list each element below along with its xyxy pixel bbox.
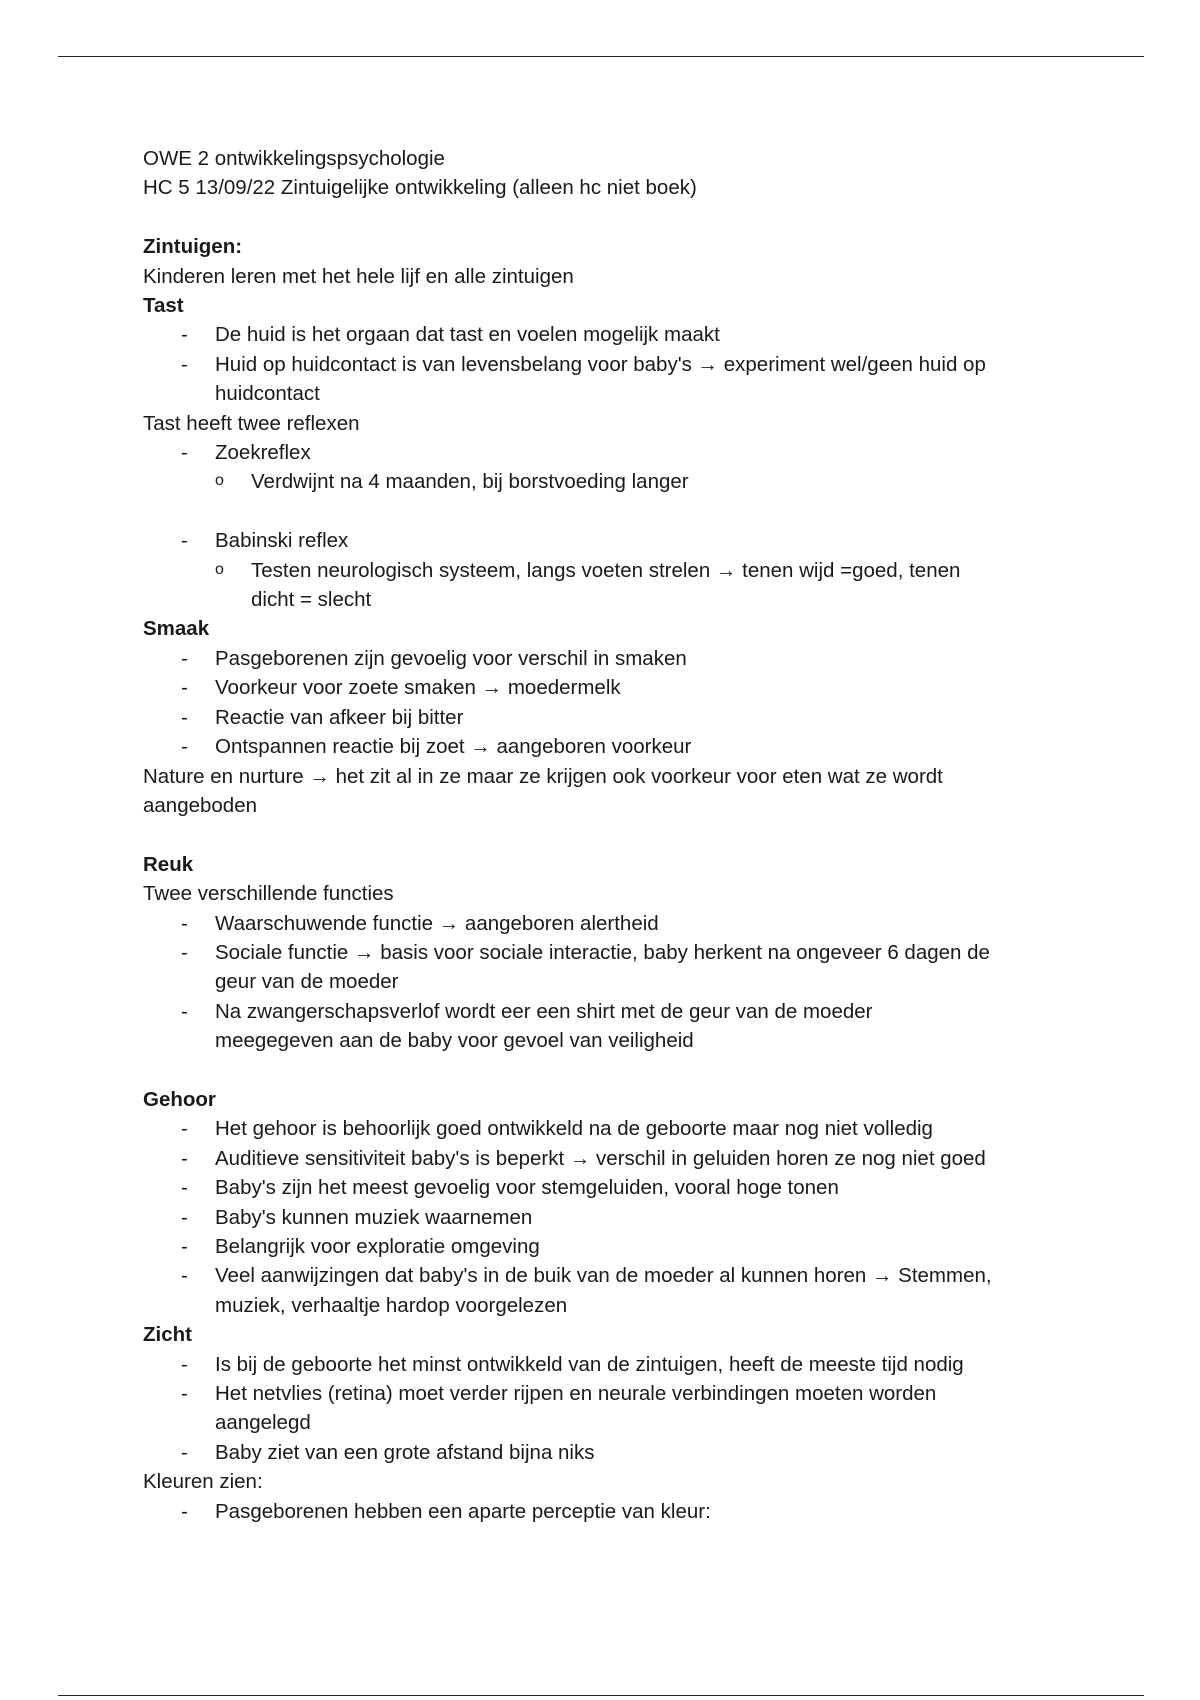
list-item [143, 350, 1073, 409]
list-item-text: - Is bij de geboorte het minst ontwikkeld van de zintuigen, heeft de meeste tijd nodig [215, 1352, 964, 1376]
list-item [143, 1350, 1073, 1379]
sub-list [215, 467, 1073, 496]
list-item [143, 1438, 1073, 1467]
list-item [143, 1232, 1073, 1261]
list-item [143, 1114, 1073, 1143]
header-rule [58, 56, 1144, 57]
list-item [143, 1261, 1073, 1320]
list-item-text-cont: geur van de moeder [215, 970, 399, 994]
list-item [143, 732, 1073, 761]
list-item [143, 644, 1073, 673]
smaak-list [143, 644, 1073, 762]
list-item-text: - De huid is het orgaan dat tast en voelen mogelijk maakt [215, 323, 720, 347]
list-item [143, 997, 1073, 1056]
tast-list [143, 320, 1073, 408]
list-item-text: - Auditieve sensitiviteit baby's is beperkt → verschil in geluiden horen ze nog niet goed [215, 1146, 986, 1170]
list-item-text: - Reactie van afkeer bij bitter [215, 705, 464, 729]
gehoor-list [143, 1114, 1073, 1320]
list-item [143, 703, 1073, 732]
reflex-list-2 [143, 526, 1073, 614]
list-item-text-cont: muziek, verhaaltje hardop voorgelezen [215, 1293, 568, 1317]
tast-reflex-intro: Tast heeft twee reflexen [143, 411, 360, 435]
smaak-nature-cont: aangeboden [143, 793, 258, 817]
list-item-text-cont: huidcontact [215, 382, 320, 406]
heading-reuk: Reuk [143, 852, 194, 876]
list-item [143, 1379, 1073, 1438]
list-item [143, 320, 1073, 349]
list-item [143, 526, 1073, 614]
list-item [143, 673, 1073, 702]
list-item-text: - Ontspannen reactie bij zoet → aangeboren voorkeur [215, 735, 692, 759]
spacer [143, 820, 1073, 849]
sub-list-item [215, 467, 1073, 496]
heading-zintuigen: Zintuigen: [143, 235, 243, 259]
list-item [143, 909, 1073, 938]
reuk-intro: Twee verschillende functies [143, 882, 394, 906]
heading-zicht: Zicht [143, 1323, 192, 1347]
sub-list-item-text: o Verdwijnt na 4 maanden, bij borstvoeding langer [251, 470, 689, 494]
list-item [143, 1497, 1073, 1526]
list-item [143, 1203, 1073, 1232]
list-item-text: - Huid op huidcontact is van levensbelang voor baby's → experiment wel/geen huid op [215, 352, 986, 376]
list-item [143, 938, 1073, 997]
footer-rule [58, 1695, 1144, 1696]
list-item-text: - Het gehoor is behoorlijk goed ontwikkeld na de geboorte maar nog niet volledig [215, 1117, 933, 1141]
smaak-nature: Nature en nurture → het zit al in ze maar ze krijgen ook voorkeur voor eten wat ze wordt [143, 764, 943, 788]
list-item-text: - Voorkeur voor zoete smaken → moedermelk [215, 676, 621, 700]
spacer [143, 1056, 1073, 1085]
sub-list-item-text-cont: dicht = slecht [251, 588, 372, 612]
list-item-text: - Belangrijk voor exploratie omgeving [215, 1234, 540, 1258]
list-item-text: - Pasgeborenen zijn gevoelig voor verschil in smaken [215, 646, 687, 670]
spacer [143, 203, 1073, 232]
list-item [143, 438, 1073, 497]
list-item-text: - Waarschuwende functie → aangeboren alertheid [215, 911, 659, 935]
list-item-text: - Veel aanwijzingen dat baby's in de buik van de moeder al kunnen horen → Stemmen, [215, 1264, 992, 1288]
reflex-list [143, 438, 1073, 497]
heading-smaak: Smaak [143, 617, 210, 641]
zintuigen-intro: Kinderen leren met het hele lijf en alle zintuigen [143, 264, 574, 288]
course-title: OWE 2 ontwikkelingspsychologie [143, 147, 445, 170]
heading-gehoor: Gehoor [143, 1087, 216, 1111]
list-item-text: - Babinski reflex [215, 529, 349, 553]
sub-list-item-text: o Testen neurologisch systeem, langs voeten strelen → tenen wijd =goed, tenen [251, 558, 961, 582]
sub-list-item [215, 556, 1073, 615]
list-item-text: - Na zwangerschapsverlof wordt eer een shirt met de geur van de moeder [215, 999, 873, 1023]
sub-list [215, 556, 1073, 615]
kleuren-list [143, 1497, 1073, 1526]
list-item-text: - Het netvlies (retina) moet verder rijpen en neurale verbindingen moeten worden [215, 1382, 937, 1405]
list-item-text: - Baby ziet van een grote afstand bijna niks [215, 1440, 595, 1464]
list-item-text: - Baby's zijn het meest gevoelig voor stemgeluiden, vooral hoge tonen [215, 1176, 839, 1200]
lecture-title: HC 5 13/09/22 Zintuigelijke ontwikkeling (alleen hc niet boek) [143, 176, 697, 200]
zicht-list [143, 1350, 1073, 1468]
list-item-text: - Sociale functie → basis voor sociale interactie, baby herkent na ongeveer 6 dagen de [215, 940, 990, 964]
spacer [143, 497, 1073, 526]
list-item [143, 1144, 1073, 1173]
document-body [143, 144, 1073, 1526]
list-item-text: - Zoekreflex [215, 441, 311, 465]
list-item-text: - Baby's kunnen muziek waarnemen [215, 1205, 533, 1229]
list-item-text: - Pasgeborenen hebben een aparte perceptie van kleur: [215, 1499, 711, 1523]
list-item [143, 1173, 1073, 1202]
reuk-list [143, 909, 1073, 1056]
list-item-text-cont: meegegeven aan de baby voor gevoel van veiligheid [215, 1029, 694, 1053]
heading-tast: Tast [143, 294, 184, 318]
kleuren-heading: Kleuren zien: [143, 1470, 263, 1494]
list-item-text-cont: aangelegd [215, 1411, 311, 1435]
